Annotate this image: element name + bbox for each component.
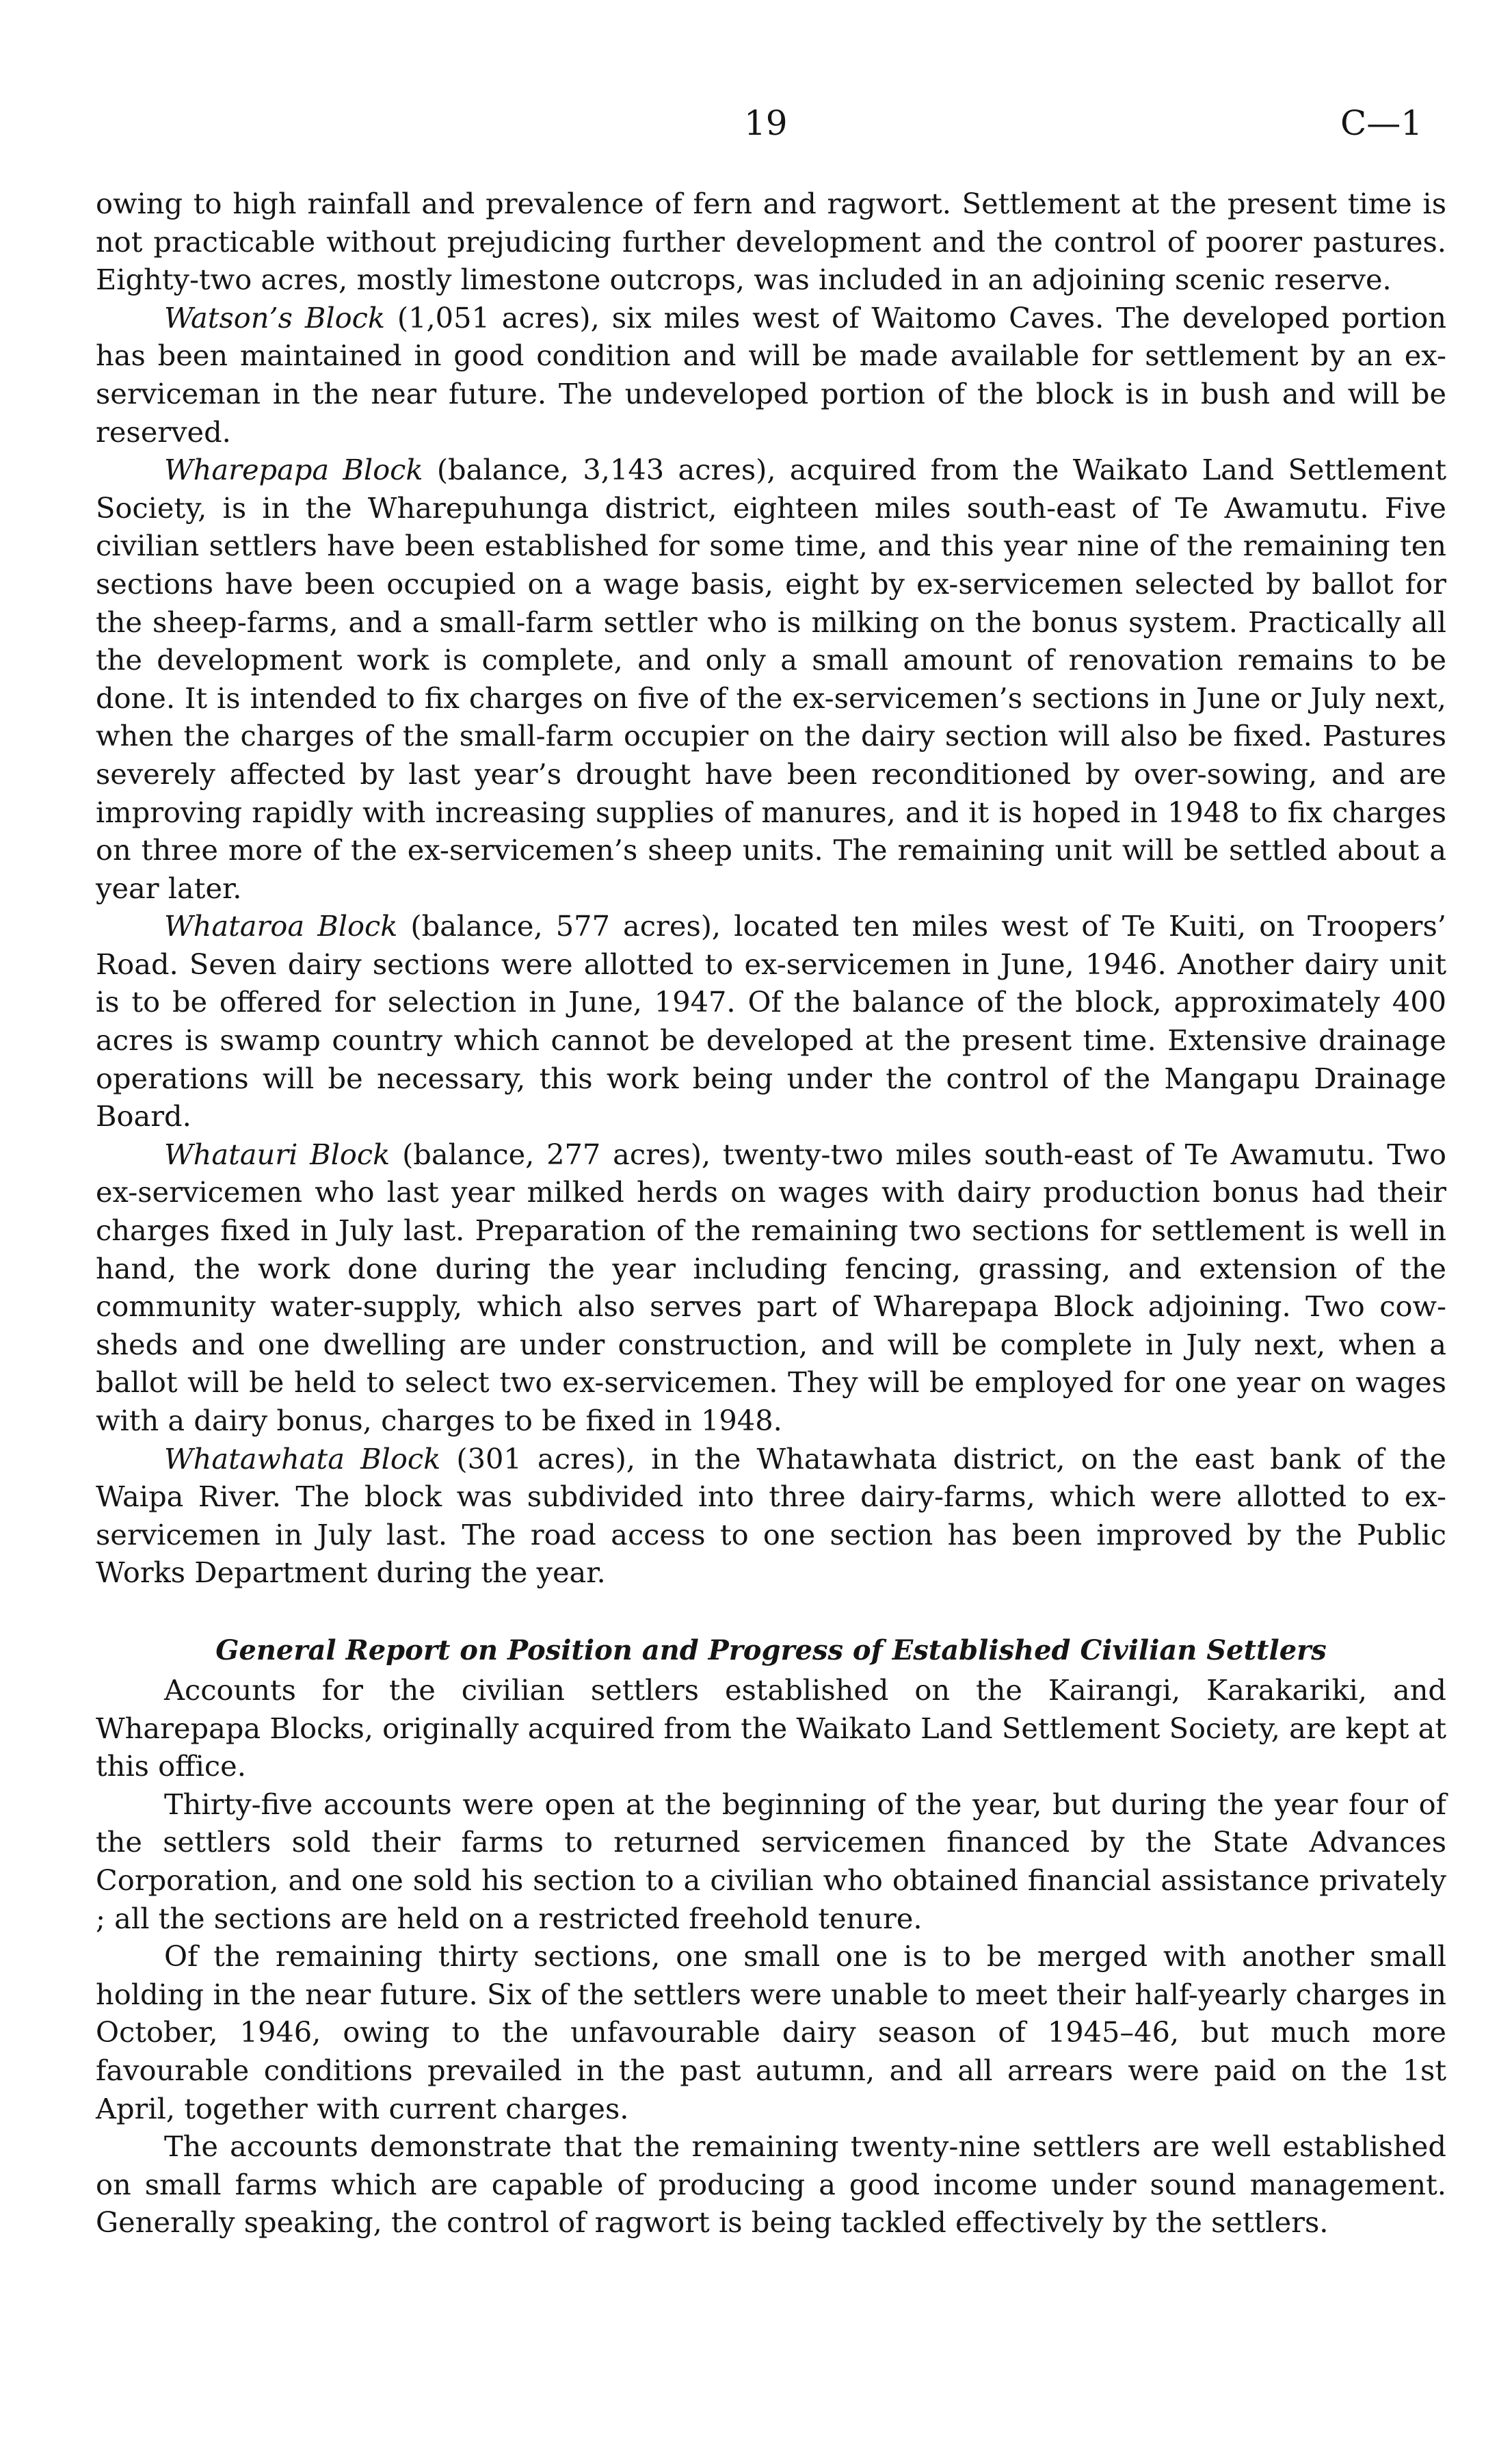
block-description: (balance, 277 acres), twenty-two miles south-east of Te Awamutu. Two ex-servicemen who last year milked herds on wages with dairy production bonus had their charges fixed in July last. Preparation of the remaining two sections for settlement is well in hand, the work done during the year including fencing, grassing, and extension of the community water-supply, which also serves part of Wharepapa Block adjoining. Two cow-sheds and one dwelling are under construction, and will be complete in July next, when a ballot will be held to select two ex-servicemen. They will be employed for one year on wages with a dairy bonus, charges to be fixed in 1948. (96, 1137, 1447, 1437)
whatauri-block-paragraph (96, 1136, 1446, 1440)
block-description: (balance, 577 acres), located ten miles west of Te Kuiti, on Troopers’ Road. Seven dairy sections were allotted to ex-servicemen in June, 1946. Another dairy unit is to be offered for selection in June, 1947. Of the balance of the block, approximately 400 acres is swamp country which cannot be developed at the present time. Extensive drainage operations will be necessary, this work being under the control of the Mangapu Drainage Board. (96, 909, 1446, 1133)
block-name: Wharepapa Block (164, 453, 423, 487)
whataroa-block-paragraph (96, 907, 1446, 1136)
block-description: (301 acres), in the Whatawhata district, on the east bank of the Waipa River. The block was subdivided into three dairy-farms, which were allotted to ex-servicemen in July last. The road access to one section has been improved by the Public Works Department during the year. (96, 1441, 1446, 1590)
report-paragraph: Accounts for the civilian settlers established on the Kairangi, Karakariki, and Wharepapa Blocks, originally acquired from the Waikato Land Settlement Society, are kept at this office. (96, 1673, 1446, 1783)
page-header (0, 103, 1512, 157)
body-text (96, 185, 1446, 2242)
wharepapa-block-paragraph (96, 451, 1446, 907)
document-code: C—1 (1340, 103, 1423, 143)
page-number: 19 (744, 103, 788, 143)
watsons-block-paragraph (96, 299, 1446, 451)
continued-paragraph: owing to high rainfall and prevalence of fern and ragwort. Settlement at the present time is not practicable without prejudicing further development and the control of poorer pastures. Eighty-two acres, mostly limestone outcrops, was included in an adjoining scenic reserve. (96, 187, 1446, 297)
block-name: Watson’s Block (164, 300, 385, 335)
report-paragraph: Thirty-five accounts were open at the beginning of the year, but during the year four of the settlers sold their farms to returned servicemen financed by the State Advances Corporation, and one sold his section to a civilian who obtained financial assistance privately ; all the sections are held on a restricted freehold tenure. (96, 1787, 1446, 1935)
whatawhata-block-paragraph (96, 1440, 1446, 1592)
report-paragraph: Of the remaining thirty sections, one small one is to be merged with another small holding in the near future. Six of the settlers were unable to meet their half-yearly charges in October, 1946, owing to the unfavourable dairy season of 1945–46, but much more favourable conditions prevailed in the past autumn, and all arrears were paid on the 1st April, together with current charges. (96, 1939, 1446, 2125)
block-name: Whataroa Block (164, 909, 398, 943)
report-paragraph: The accounts demonstrate that the remaining twenty-nine settlers are well established on small farms which are capable of producing a good income under sound management. Generally speaking, the control of ragwort is being tackled effectively by the settlers. (96, 2129, 1446, 2240)
block-name: Whatauri Block (164, 1137, 390, 1171)
section-heading: General Report on Position and Progress of Established Civilian Settlers (215, 1634, 1327, 1666)
block-description: (1,051 acres), six miles west of Waitomo Caves. The developed portion has been maintained in good condition and will be made available for settlement by an ex-serviceman in the near future. The undeveloped portion of the block is in bush and will be reserved. (96, 300, 1446, 449)
block-description: (balance, 3,143 acres), acquired from the Waikato Land Settlement Society, is in the Wharepuhunga district, eighteen miles south-east of Te Awamutu. Five civilian settlers have been established for some time, and this year nine of the remaining ten sections have been occupied on a wage basis, eight by ex-servicemen selected by ballot for the sheep-farms, and a small-farm settler who is milking on the bonus system. Practically all the development work is complete, and only a small amount of renovation remains to be done. It is intended to fix charges on five of the ex-servicemen’s sections in June or July next, when the charges of the small-farm occupier on the dairy section will also be fixed. Pastures severely affected by last year’s drought have been reconditioned by over-sowing, and are improving rapidly with increasing supplies of manures, and it is hoped in 1948 to fix charges on three more of the ex-servicemen’s sheep units. The remaining unit will be settled about a year later. (96, 453, 1446, 905)
block-name: Whatawhata Block (164, 1441, 441, 1476)
